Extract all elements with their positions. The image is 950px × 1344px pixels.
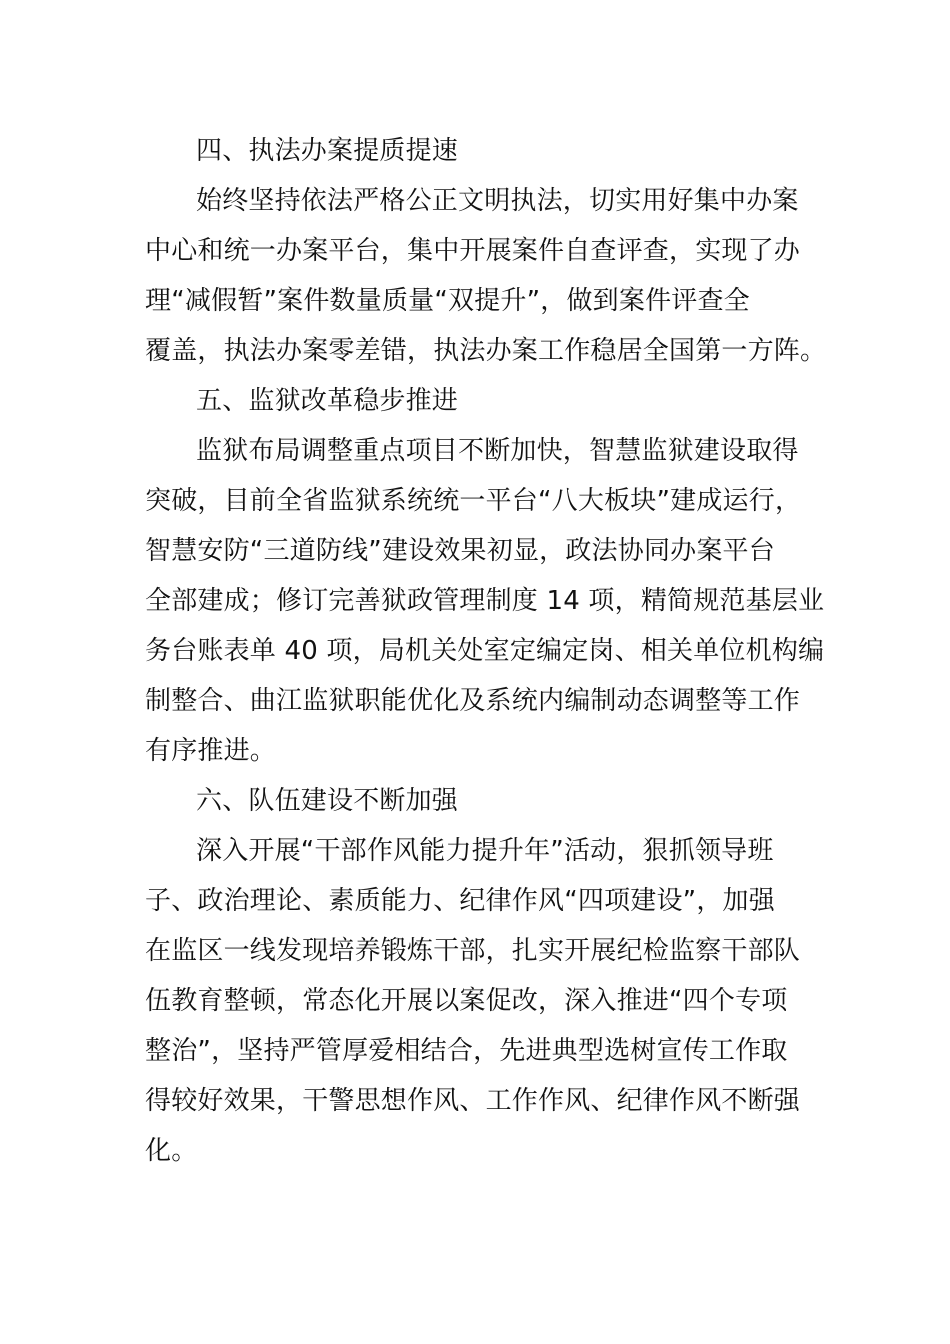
paragraph-line: 中心和统一办案平台，集中开展案件自查评查，实现了办 xyxy=(145,236,801,266)
paragraph-line: 制整合、曲江监狱职能优化及系统内编制动态调整等工作 xyxy=(145,686,801,716)
paragraph-line: 务台账表单 40 项，局机关处室定编定岗、相关单位机构编 xyxy=(145,636,825,666)
section-heading-5: 五、监狱改革稳步推进 xyxy=(196,386,459,416)
paragraph-line: 监狱布局调整重点项目不断加快，智慧监狱建设取得 xyxy=(196,436,799,466)
paragraph-line: 突破，目前全省监狱系统统一平台“八大板块”建成运行， xyxy=(145,486,802,516)
paragraph-line: 深入开展“干部作风能力提升年”活动，狠抓领导班 xyxy=(196,836,774,866)
section-heading-4: 四、执法办案提质提速 xyxy=(196,136,459,166)
paragraph-line: 智慧安防“三道防线”建设效果初显，政法协同办案平台 xyxy=(145,536,775,566)
paragraph-line: 伍教育整顿，常态化开展以案促改，深入推进“四个专项 xyxy=(145,986,788,1016)
paragraph-line: 得较好效果，干警思想作风、工作作风、纪律作风不断强 xyxy=(145,1086,801,1116)
paragraph-line: 始终坚持依法严格公正文明执法，切实用好集中办案 xyxy=(196,186,799,216)
paragraph-line: 子、政治理论、素质能力、纪律作风“四项建设”，加强 xyxy=(145,886,775,916)
paragraph-line: 全部建成；修订完善狱政管理制度 14 项，精简规范基层业 xyxy=(145,586,825,616)
section-heading-6: 六、队伍建设不断加强 xyxy=(196,786,459,816)
paragraph-line: 有序推进。 xyxy=(145,736,277,766)
paragraph-line: 覆盖，执法办案零差错，执法办案工作稳居全国第一方阵。 xyxy=(145,336,827,366)
paragraph-line: 在监区一线发现培养锻炼干部，扎实开展纪检监察干部队 xyxy=(145,936,801,966)
paragraph-line: 整治”，坚持严管厚爱相结合，先进典型选树宣传工作取 xyxy=(145,1036,788,1066)
paragraph-line: 化。 xyxy=(145,1136,198,1166)
paragraph-line: 理“减假暂”案件数量质量“双提升”，做到案件评查全 xyxy=(145,286,750,316)
